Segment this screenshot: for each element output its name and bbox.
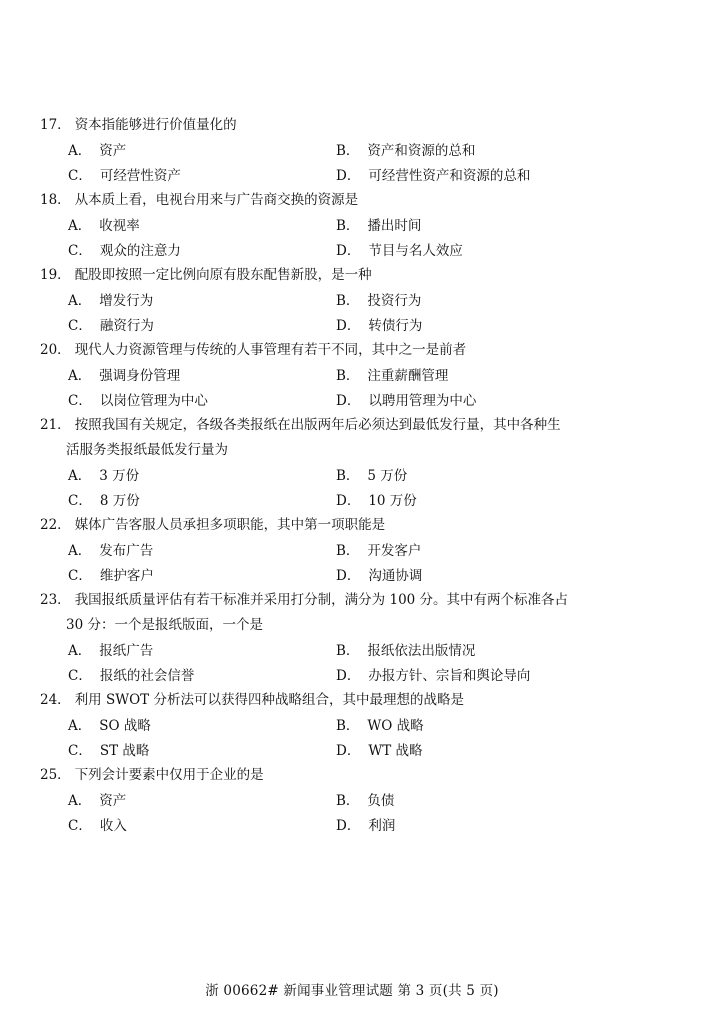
option-letter: D．: [336, 243, 361, 259]
option-letter: A．: [68, 468, 92, 484]
question-number: 21．: [40, 417, 71, 433]
option-text: 发布广告: [99, 543, 154, 559]
option-a: [68, 291, 153, 311]
option-b: [336, 641, 475, 661]
option-b: [336, 716, 424, 736]
option-text: 利润: [368, 818, 396, 834]
option-b: [336, 541, 421, 561]
option-text: 资产: [99, 793, 127, 809]
option-b: [336, 216, 421, 236]
question-stem: [40, 263, 372, 288]
option-letter: C．: [68, 493, 92, 509]
question-stem: [40, 113, 237, 138]
option-text: SO 战略: [99, 718, 151, 734]
option-text: 维护客户: [99, 568, 154, 584]
option-letter: B．: [336, 293, 360, 309]
option-text: 注重薪酬管理: [367, 368, 449, 384]
option-letter: B．: [336, 218, 360, 234]
question-text-line: 下列会计要素中仅用于企业的是: [74, 767, 264, 783]
option-letter: B．: [336, 543, 360, 559]
option-letter: D．: [336, 668, 361, 684]
option-letter: B．: [336, 143, 360, 159]
option-b: [336, 291, 421, 311]
question-text-line: 按照我国有关规定，各级各类报纸在出版两年后必须达到最低发行量，其中各种生: [74, 417, 561, 433]
option-text: 负债: [367, 793, 395, 809]
option-letter: A．: [68, 718, 92, 734]
option-letter: A．: [68, 143, 92, 159]
question-number: 19．: [40, 267, 71, 283]
option-letter: C．: [68, 668, 92, 684]
option-a: [68, 141, 126, 161]
option-c: [68, 666, 194, 686]
option-letter: A．: [68, 793, 92, 809]
option-letter: D．: [336, 493, 361, 509]
option-text: 沟通协调: [368, 568, 423, 584]
option-letter: C．: [68, 243, 92, 259]
page-footer: 浙 00662# 新闻事业管理试题 第 3 页(共 5 页): [205, 983, 499, 999]
option-letter: D．: [336, 168, 361, 184]
question-number: 22．: [40, 517, 71, 533]
question-text-line: 利用 SWOT 分析法可以获得四种战略组合，其中最理想的战略是: [74, 692, 464, 708]
option-d: [336, 316, 422, 336]
option-a: [68, 791, 126, 811]
option-d: [336, 241, 463, 261]
option-text: 投资行为: [367, 293, 422, 309]
option-text: 融资行为: [99, 318, 154, 334]
option-text: 转债行为: [368, 318, 423, 334]
question-number: 24．: [40, 692, 71, 708]
option-letter: C．: [68, 568, 92, 584]
option-letter: C．: [68, 743, 92, 759]
option-letter: A．: [68, 543, 92, 559]
option-letter: B．: [336, 793, 360, 809]
option-text: 资产和资源的总和: [367, 143, 476, 159]
option-text: 10 万份: [368, 493, 417, 509]
option-a: [68, 216, 140, 236]
option-c: [68, 316, 154, 336]
option-text: 可经营性资产和资源的总和: [368, 168, 531, 184]
question-text-line: 资本指能够进行价值量化的: [74, 117, 237, 133]
question-text-line: 从本质上看，电视台用来与广告商交换的资源是: [74, 192, 359, 208]
question-number: 23．: [40, 592, 71, 608]
question-stem: [40, 588, 568, 638]
option-a: [68, 641, 153, 661]
question-stem: [40, 413, 561, 463]
option-text: 收视率: [99, 218, 140, 234]
option-letter: C．: [68, 318, 92, 334]
option-b: [336, 141, 475, 161]
option-text: 可经营性资产: [99, 168, 181, 184]
option-letter: A．: [68, 293, 92, 309]
option-letter: B．: [336, 468, 360, 484]
option-b: [336, 466, 407, 486]
option-a: [68, 366, 180, 386]
option-c: [68, 816, 127, 836]
option-a: [68, 466, 139, 486]
option-d: [336, 816, 395, 836]
option-letter: D．: [336, 743, 361, 759]
option-c: [68, 566, 154, 586]
option-letter: C．: [68, 818, 92, 834]
question-number: 17．: [40, 117, 71, 133]
option-letter: A．: [68, 368, 92, 384]
option-text: 观众的注意力: [99, 243, 181, 259]
question-number: 25．: [40, 767, 71, 783]
option-text: ST 战略: [99, 743, 150, 759]
option-text: 3 万份: [99, 468, 140, 484]
option-letter: D．: [336, 568, 361, 584]
question-stem: [40, 688, 464, 713]
option-letter: C．: [68, 168, 92, 184]
option-text: 报纸广告: [99, 643, 154, 659]
option-letter: B．: [336, 643, 360, 659]
option-a: [68, 716, 151, 736]
option-text: WO 战略: [367, 718, 424, 734]
option-text: 以岗位管理为中心: [99, 393, 208, 409]
option-letter: A．: [68, 643, 92, 659]
option-text: 增发行为: [99, 293, 154, 309]
option-c: [68, 241, 181, 261]
option-d: [336, 391, 476, 411]
option-c: [68, 166, 181, 186]
option-text: 5 万份: [367, 468, 408, 484]
option-b: [336, 366, 448, 386]
option-a: [68, 541, 153, 561]
option-text: 节目与名人效应: [368, 243, 463, 259]
option-c: [68, 491, 140, 511]
option-letter: A．: [68, 218, 92, 234]
option-d: [336, 491, 417, 511]
option-c: [68, 741, 149, 761]
option-d: [336, 666, 530, 686]
option-text: WT 战略: [368, 743, 423, 759]
question-text-line: 配股即按照一定比例向原有股东配售新股，是一种: [74, 267, 372, 283]
option-text: 8 万份: [99, 493, 140, 509]
question-stem: [40, 338, 466, 363]
option-letter: B．: [336, 368, 360, 384]
option-text: 报纸依法出版情况: [367, 643, 476, 659]
option-text: 播出时间: [367, 218, 422, 234]
option-text: 资产: [99, 143, 127, 159]
option-letter: D．: [336, 318, 361, 334]
question-text-line: 30 分：一个是报纸版面，一个是: [66, 617, 263, 633]
option-c: [68, 391, 208, 411]
option-text: 收入: [99, 818, 127, 834]
option-d: [336, 166, 530, 186]
question-text-line: 媒体广告客服人员承担多项职能，其中第一项职能是: [74, 517, 386, 533]
option-letter: B．: [336, 718, 360, 734]
question-number: 20．: [40, 342, 71, 358]
option-letter: D．: [336, 818, 361, 834]
question-text-line: 现代人力资源管理与传统的人事管理有若干不同，其中之一是前者: [74, 342, 467, 358]
option-b: [336, 791, 394, 811]
option-d: [336, 741, 423, 761]
option-d: [336, 566, 422, 586]
question-number: 18．: [40, 192, 71, 208]
option-letter: C．: [68, 393, 92, 409]
option-text: 办报方针、宗旨和舆论导向: [368, 668, 531, 684]
option-text: 报纸的社会信誉: [99, 668, 195, 684]
option-text: 以聘用管理为中心: [368, 393, 477, 409]
question-text-line: 活服务类报纸最低发行量为: [66, 442, 228, 458]
option-text: 强调身份管理: [99, 368, 181, 384]
question-text-line: 我国报纸质量评估有若干标准并采用打分制，满分为 100 分。其中有两个标准各占: [74, 592, 569, 608]
question-stem: [40, 763, 264, 788]
option-text: 开发客户: [367, 543, 422, 559]
question-stem: [40, 188, 358, 213]
option-letter: D．: [336, 393, 361, 409]
question-stem: [40, 513, 385, 538]
